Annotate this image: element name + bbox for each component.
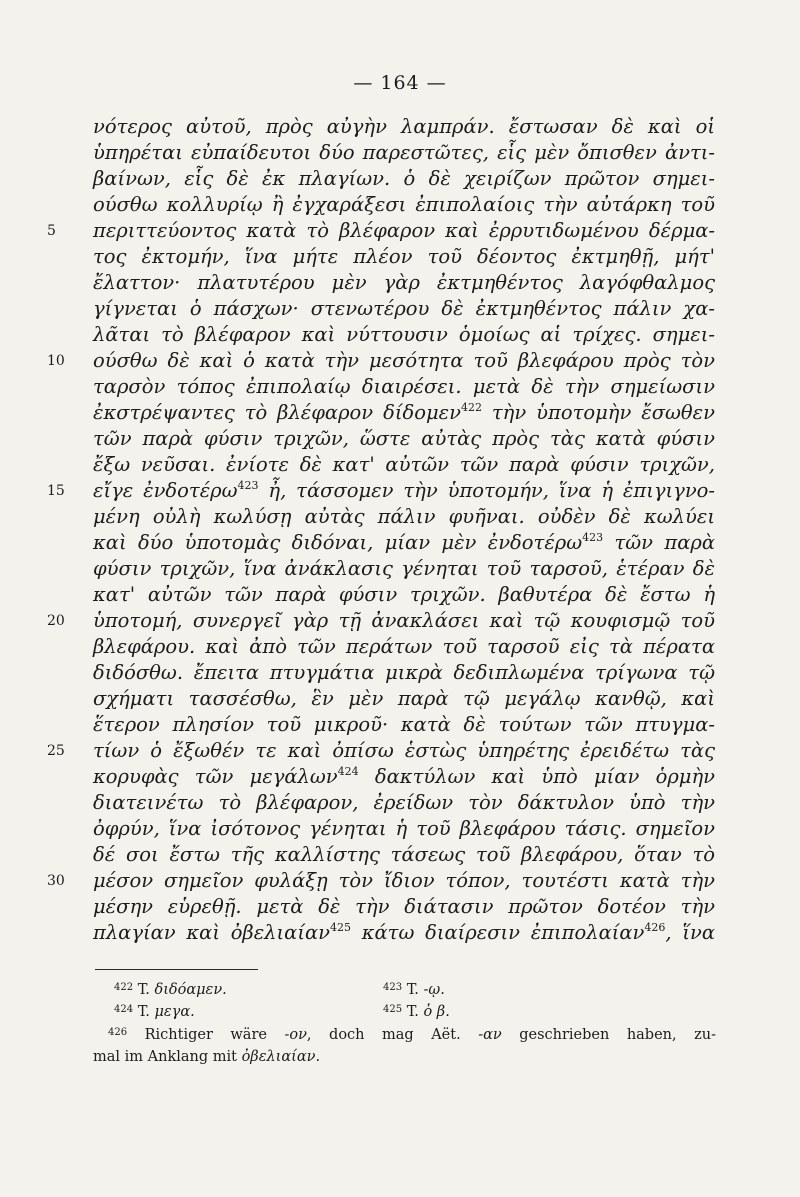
footnote-ref: 422 (460, 401, 482, 414)
text-line: δέ σοι ἔστω τῆς καλλίστης τάσεως τοῦ βλεφάρου, ὅταν τὸ (93, 843, 715, 866)
footnote-ref: 426 (644, 921, 666, 934)
footnote-ref: 425 (330, 921, 352, 934)
text-line: κατ' αὐτῶν τῶν παρὰ φύσιν τριχῶν. βαθυτέρα δὲ ἔστω ἡ (93, 583, 715, 606)
footnote-423: $^{423}$ T. -ῳ. (383, 982, 445, 998)
text-line: κορυφὰς τῶν μεγάλων$^{424}$ δακτύλων καὶ ὑπὸ μίαν ὁρμὴν (93, 765, 715, 788)
text-line: ἔξω νεῦσαι. ἐνίοτε δὲ κατ' αὐτῶν τῶν παρὰ φύσιν τριχῶν, (93, 453, 715, 476)
footnote-426: $^{426}$ Richtiger wäre -ον, doch mag Aët. -αν geschrieben haben, zu- (108, 1027, 717, 1043)
text-line: ἕτερον πλησίον τοῦ μικροῦ· κατὰ δὲ τούτων τῶν πτυγμα- (93, 713, 715, 736)
text-line: τῶν παρὰ φύσιν τριχῶν, ὥστε αὐτὰς πρὸς τὰς κατὰ φύσιν (93, 427, 715, 450)
line-number: 15 (47, 483, 65, 499)
footnote-425: $^{425}$ T. ὁ β. (383, 1004, 450, 1020)
text-line: τος ἐκτομήν, ἵνα μήτε πλέον τοῦ δέοντος ἐκτμηθῇ, μήτ' (93, 245, 715, 268)
footnote-ref: 424 (337, 765, 359, 778)
text-line: ὑποτομή, συνεργεῖ γὰρ τῇ ἀνακλάσει καὶ τῷ κουφισμῷ τοῦ (93, 609, 715, 632)
text-line: ἔλαττον· πλατυτέρου μὲν γὰρ ἐκτμηθέντος λαγόφθαλμος (93, 271, 715, 294)
text-line: μέσον σημεῖον φυλάξῃ τὸν ἴδιον τόπον, τουτέστι κατὰ τὴν (93, 869, 715, 892)
text-line: τίων ὁ ἔξωθέν τε καὶ ὀπίσω ἑστὼς ὑπηρέτης ἐρειδέτω τὰς (93, 739, 715, 762)
text-line: μέσην εὑρεθῇ. μετὰ δὲ τὴν διάτασιν πρῶτον δοτέον τὴν (93, 895, 715, 918)
text-line: ὑπηρέται εὐπαίδευτοι δύο παρεστῶτες, εἷς μὲν ὄπισθεν ἀντι- (93, 141, 715, 164)
text-line: ούσθω δὲ καὶ ὁ κατὰ τὴν μεσότητα τοῦ βλεφάρου πρὸς τὸν (93, 349, 715, 372)
line-number: 10 (47, 353, 65, 369)
text-line: μένη οὐλὴ κωλύσῃ αὐτὰς πάλιν φυῆναι. οὐδὲν δὲ κωλύει (93, 505, 715, 528)
text-line: ἐκστρέψαντες τὸ βλέφαρον δίδομεν$^{422}$ τὴν ὑποτομὴν ἔσωθεν (93, 401, 715, 424)
text-line: ούσθω κολλυρίῳ ἢ ἐγχαράξεσι ἐπιπολαίοις τὴν αὐτάρκη τοῦ (93, 193, 715, 216)
page-number: — 164 — (353, 72, 447, 94)
text-line: νότερος αὐτοῦ, πρὸς αὐγὴν λαμπράν. ἔστωσαν δὲ καὶ οἱ (93, 115, 715, 138)
footnote-422: $^{422}$ T. διδόαμεν. (114, 982, 227, 998)
line-number: 25 (47, 743, 65, 759)
text-line: φύσιν τριχῶν, ἵνα ἀνάκλασις γένηται τοῦ ταρσοῦ, ἑτέραν δὲ (93, 557, 715, 580)
text-line: διδόσθω. ἔπειτα πτυγμάτια μικρὰ δεδιπλωμένα τρίγωνα τῷ (93, 661, 715, 684)
text-line: σχήματι τασσέσθω, ἓν μὲν παρὰ τῷ μεγάλῳ κανθῷ, καὶ (93, 687, 715, 710)
line-number: 5 (47, 223, 56, 239)
line-number: 20 (47, 613, 65, 629)
footnote-424: $^{424}$ T. μεγα. (114, 1004, 195, 1020)
text-line: ὀφρύν, ἵνα ἰσότονος γένηται ἡ τοῦ βλεφάρου τάσις. σημεῖον (93, 817, 715, 840)
text-line: γίγνεται ὁ πάσχων· στενωτέρου δὲ ἐκτμηθέντος πάλιν χα- (93, 297, 715, 320)
text-line: περιττεύοντος κατὰ τὸ βλέφαρον καὶ ἐρρυτιδωμένου δέρμα- (93, 219, 715, 242)
line-number: 30 (47, 873, 65, 889)
text-line: βαίνων, εἷς δὲ ἐκ πλαγίων. ὁ δὲ χειρίζων πρῶτον σημει- (93, 167, 715, 190)
footnote-426-continued: mal im Anklang mit ὀβελιαίαν. (93, 1049, 321, 1065)
text-line: εἴγε ἐνδοτέρω$^{423}$ ἦ, τάσσομεν τὴν ὑποτομήν, ἵνα ἡ ἐπιγιγνο- (93, 479, 715, 502)
text-line: ταρσὸν τόπος ἐπιπολαίῳ διαιρέσει. μετὰ δὲ τὴν σημείωσιν (93, 375, 715, 398)
text-line: λᾶται τὸ βλέφαρον καὶ νύττουσιν ὁμοίως αἱ τρίχες. σημει- (93, 323, 715, 346)
footnote-ref: 423 (237, 479, 259, 492)
footnote-ref: 423 (582, 531, 604, 544)
text-line: πλαγίαν καὶ ὀβελιαίαν$^{425}$ κάτω διαίρεσιν ἐπιπολαίαν$^{426}$, ἵνα (93, 921, 716, 944)
text-line: καὶ δύο ὑποτομὰς διδόναι, μίαν μὲν ἐνδοτέρω$^{423}$ τῶν παρὰ (93, 531, 715, 554)
text-line: βλεφάρου. καὶ ἀπὸ τῶν περάτων τοῦ ταρσοῦ εἰς τὰ πέρατα (93, 635, 715, 658)
text-line: διατεινέτω τὸ βλέφαρον, ἐρείδων τὸν δάκτυλον ὑπὸ τὴν (93, 791, 715, 814)
footnote-divider (95, 969, 258, 970)
